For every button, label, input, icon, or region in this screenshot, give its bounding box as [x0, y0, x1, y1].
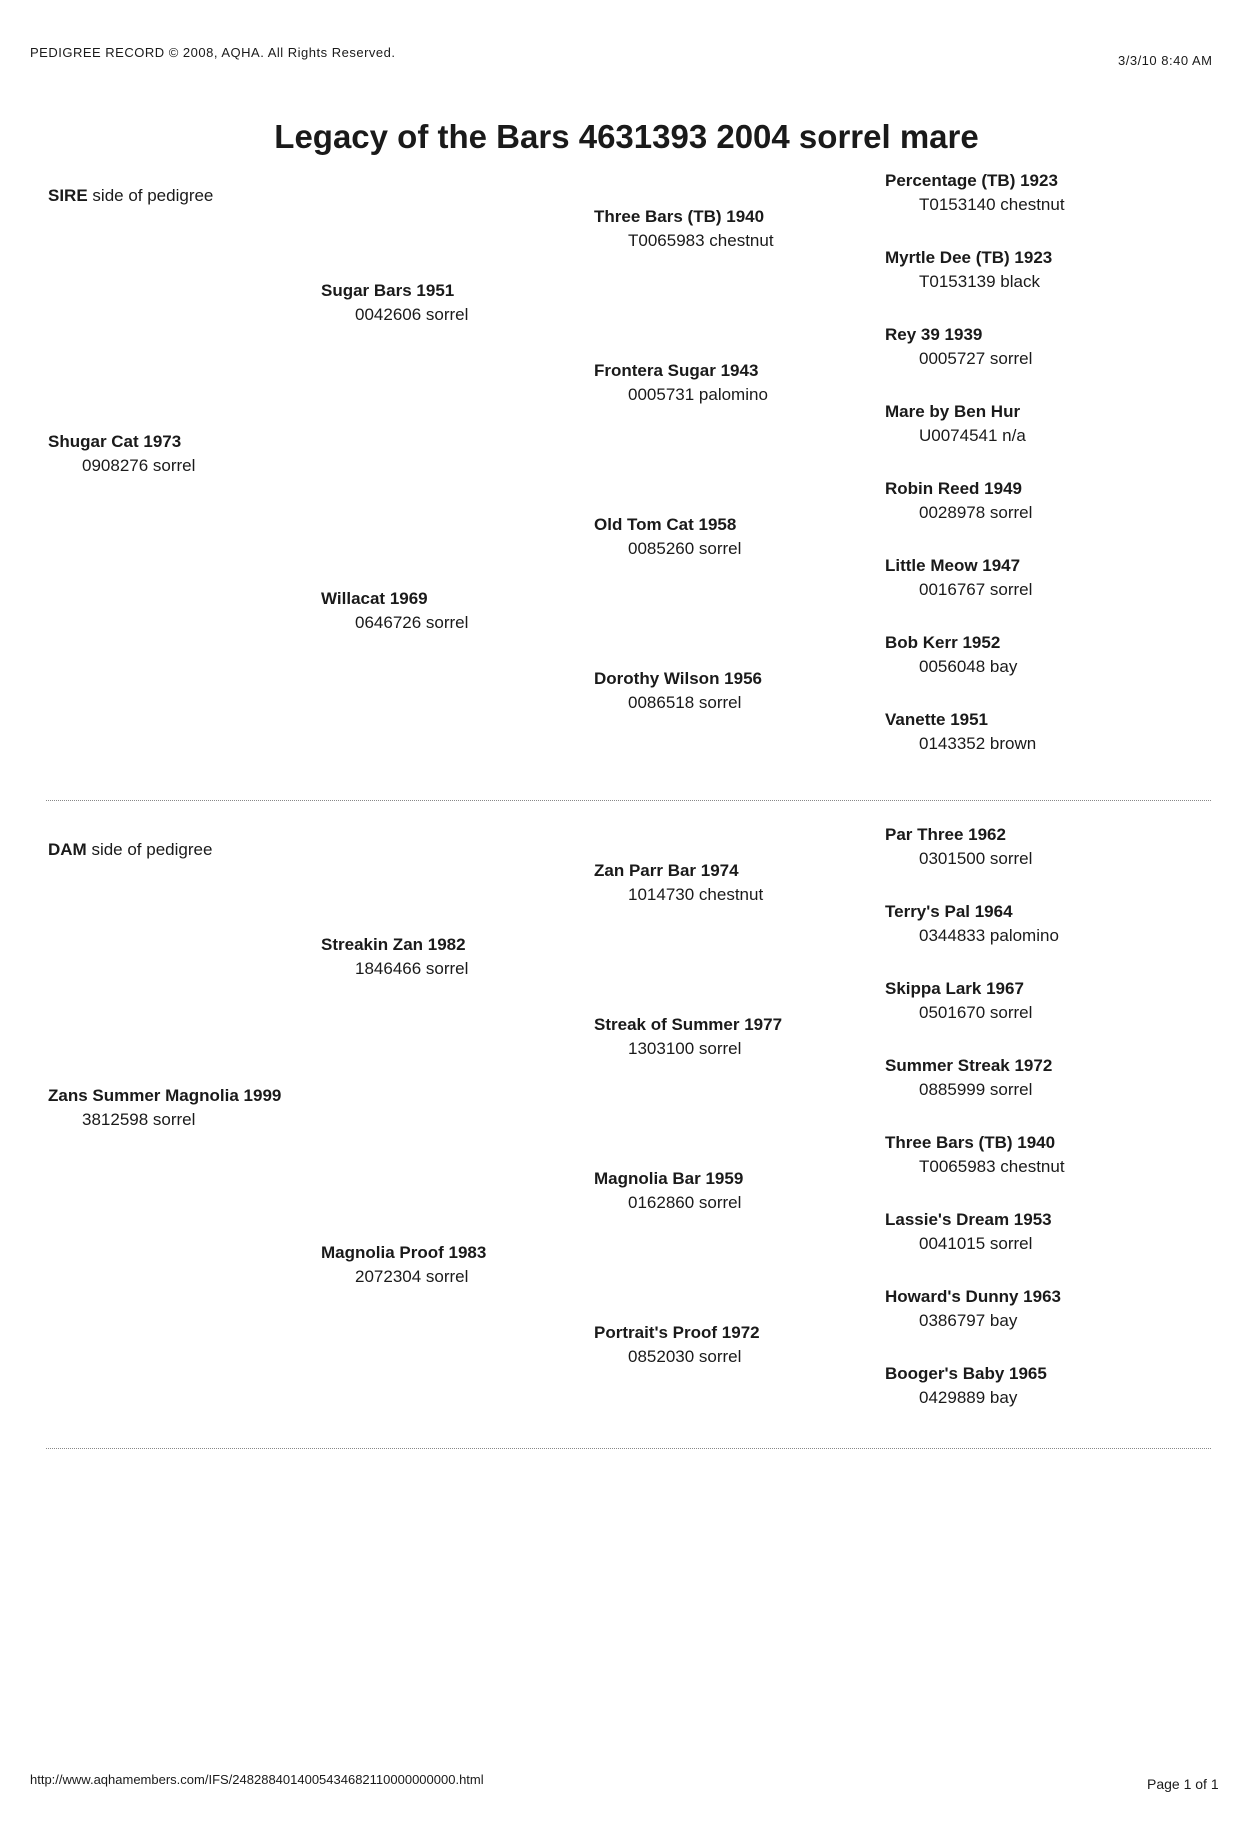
horse-name: Frontera Sugar 1943 [594, 361, 759, 380]
horse-registration: U0074541 n/a [919, 426, 1026, 445]
horse-name: Zans Summer Magnolia 1999 [48, 1086, 282, 1105]
horse-name: Robin Reed 1949 [885, 479, 1022, 498]
horse-name: Sugar Bars 1951 [321, 281, 455, 300]
horse-registration: 0852030 sorrel [628, 1347, 742, 1366]
horse-registration: 0885999 sorrel [919, 1080, 1033, 1099]
horse-registration: 0005727 sorrel [919, 349, 1033, 368]
gen3-horse [594, 859, 763, 907]
gen3-horse [594, 359, 768, 407]
horse-registration: 0429889 bay [919, 1388, 1018, 1407]
section-divider [46, 1448, 1211, 1449]
gen4-horse [885, 1285, 1061, 1333]
horse-name: Streak of Summer 1977 [594, 1015, 783, 1034]
horse-name: Bob Kerr 1952 [885, 633, 1001, 652]
gen3-horse [594, 1013, 782, 1061]
page-url: http://www.aqhamembers.com/IFS/2482884014005434682110000000000.html [30, 1772, 484, 1787]
horse-registration: 0085260 sorrel [628, 539, 742, 558]
gen4-horse [885, 1362, 1047, 1410]
horse-registration: T0065983 chestnut [919, 1157, 1065, 1176]
horse-name: Myrtle Dee (TB) 1923 [885, 248, 1053, 267]
horse-name: Old Tom Cat 1958 [594, 515, 737, 534]
horse-registration: 0908276 sorrel [82, 456, 196, 475]
horse-name: Magnolia Bar 1959 [594, 1169, 744, 1188]
print-datetime: 3/3/10 8:40 AM [1118, 53, 1213, 68]
gen3-horse [594, 1167, 743, 1215]
grandsire-horse [321, 933, 468, 981]
gen3-horse [594, 513, 741, 561]
horse-name: Three Bars (TB) 1940 [885, 1133, 1056, 1152]
horse-registration: 2072304 sorrel [355, 1267, 469, 1286]
horse-name: Par Three 1962 [885, 825, 1006, 844]
horse-registration: 0086518 sorrel [628, 693, 742, 712]
horse-registration: 3812598 sorrel [82, 1110, 196, 1129]
gen4-horse [885, 477, 1032, 525]
gen4-horse [885, 823, 1032, 871]
gen4-horse [885, 1054, 1052, 1102]
horse-name: Willacat 1969 [321, 589, 428, 608]
section-divider [46, 800, 1211, 801]
horse-registration: 0042606 sorrel [355, 305, 469, 324]
horse-registration: 0028978 sorrel [919, 503, 1033, 522]
horse-name: Terry's Pal 1964 [885, 902, 1013, 921]
granddam-horse [321, 587, 468, 635]
horse-registration: T0153139 black [919, 272, 1040, 291]
sire-label-rest: side of pedigree [87, 186, 214, 205]
horse-name: Streakin Zan 1982 [321, 935, 466, 954]
horse-registration: 1303100 sorrel [628, 1039, 742, 1058]
dam-horse [48, 1084, 281, 1132]
horse-registration: 0344833 palomino [919, 926, 1059, 945]
horse-name: Portrait's Proof 1972 [594, 1323, 760, 1342]
horse-registration: 0501670 sorrel [919, 1003, 1033, 1022]
horse-name: Shugar Cat 1973 [48, 432, 182, 451]
horse-name: Mare by Ben Hur [885, 402, 1021, 421]
horse-registration: 0143352 brown [919, 734, 1037, 753]
horse-registration: T0065983 chestnut [628, 231, 774, 250]
dam-label-rest: side of pedigree [86, 840, 213, 859]
gen4-horse [885, 708, 1036, 756]
horse-name: Dorothy Wilson 1956 [594, 669, 762, 688]
gen4-horse [885, 246, 1052, 294]
gen4-horse [885, 631, 1017, 679]
dam-side-label [48, 840, 212, 860]
horse-name: Three Bars (TB) 1940 [594, 207, 765, 226]
horse-name: Summer Streak 1972 [885, 1056, 1053, 1075]
horse-registration: 1014730 chestnut [628, 885, 764, 904]
dam-label-bold: DAM [48, 840, 87, 859]
horse-name: Little Meow 1947 [885, 556, 1021, 575]
horse-registration: 1846466 sorrel [355, 959, 469, 978]
copyright-notice: PEDIGREE RECORD © 2008, AQHA. All Rights Reserved. [30, 45, 396, 60]
page-title: Legacy of the Bars 4631393 2004 sorrel mare [274, 118, 979, 155]
sire-horse [48, 430, 195, 478]
gen4-horse [885, 1208, 1052, 1256]
horse-name: Booger's Baby 1965 [885, 1364, 1047, 1383]
sire-side-label [48, 186, 213, 206]
horse-name: Rey 39 1939 [885, 325, 983, 344]
horse-name: Vanette 1951 [885, 710, 989, 729]
horse-registration: 0041015 sorrel [919, 1234, 1033, 1253]
gen4-horse [885, 169, 1065, 217]
sire-label-bold: SIRE [48, 186, 88, 205]
gen3-horse [594, 205, 774, 253]
horse-registration: 0162860 sorrel [628, 1193, 742, 1212]
horse-registration: 0016767 sorrel [919, 580, 1033, 599]
gen3-horse [594, 1321, 760, 1369]
gen4-horse [885, 400, 1026, 448]
horse-name: Zan Parr Bar 1974 [594, 861, 739, 880]
page-number: Page 1 of 1 [1147, 1776, 1219, 1792]
granddam-horse [321, 1241, 486, 1289]
horse-name: Howard's Dunny 1963 [885, 1287, 1061, 1306]
horse-name: Lassie's Dream 1953 [885, 1210, 1052, 1229]
horse-registration: 0646726 sorrel [355, 613, 469, 632]
gen4-horse [885, 977, 1032, 1025]
horse-name: Percentage (TB) 1923 [885, 171, 1058, 190]
gen4-horse [885, 323, 1032, 371]
horse-registration: 0301500 sorrel [919, 849, 1033, 868]
gen4-horse [885, 554, 1032, 602]
gen4-horse [885, 1131, 1065, 1179]
horse-registration: 0056048 bay [919, 657, 1018, 676]
gen3-horse [594, 667, 762, 715]
gen4-horse [885, 900, 1059, 948]
horse-name: Magnolia Proof 1983 [321, 1243, 487, 1262]
horse-registration: T0153140 chestnut [919, 195, 1065, 214]
horse-registration: 0005731 palomino [628, 385, 768, 404]
grandsire-horse [321, 279, 468, 327]
horse-registration: 0386797 bay [919, 1311, 1018, 1330]
horse-name: Skippa Lark 1967 [885, 979, 1024, 998]
